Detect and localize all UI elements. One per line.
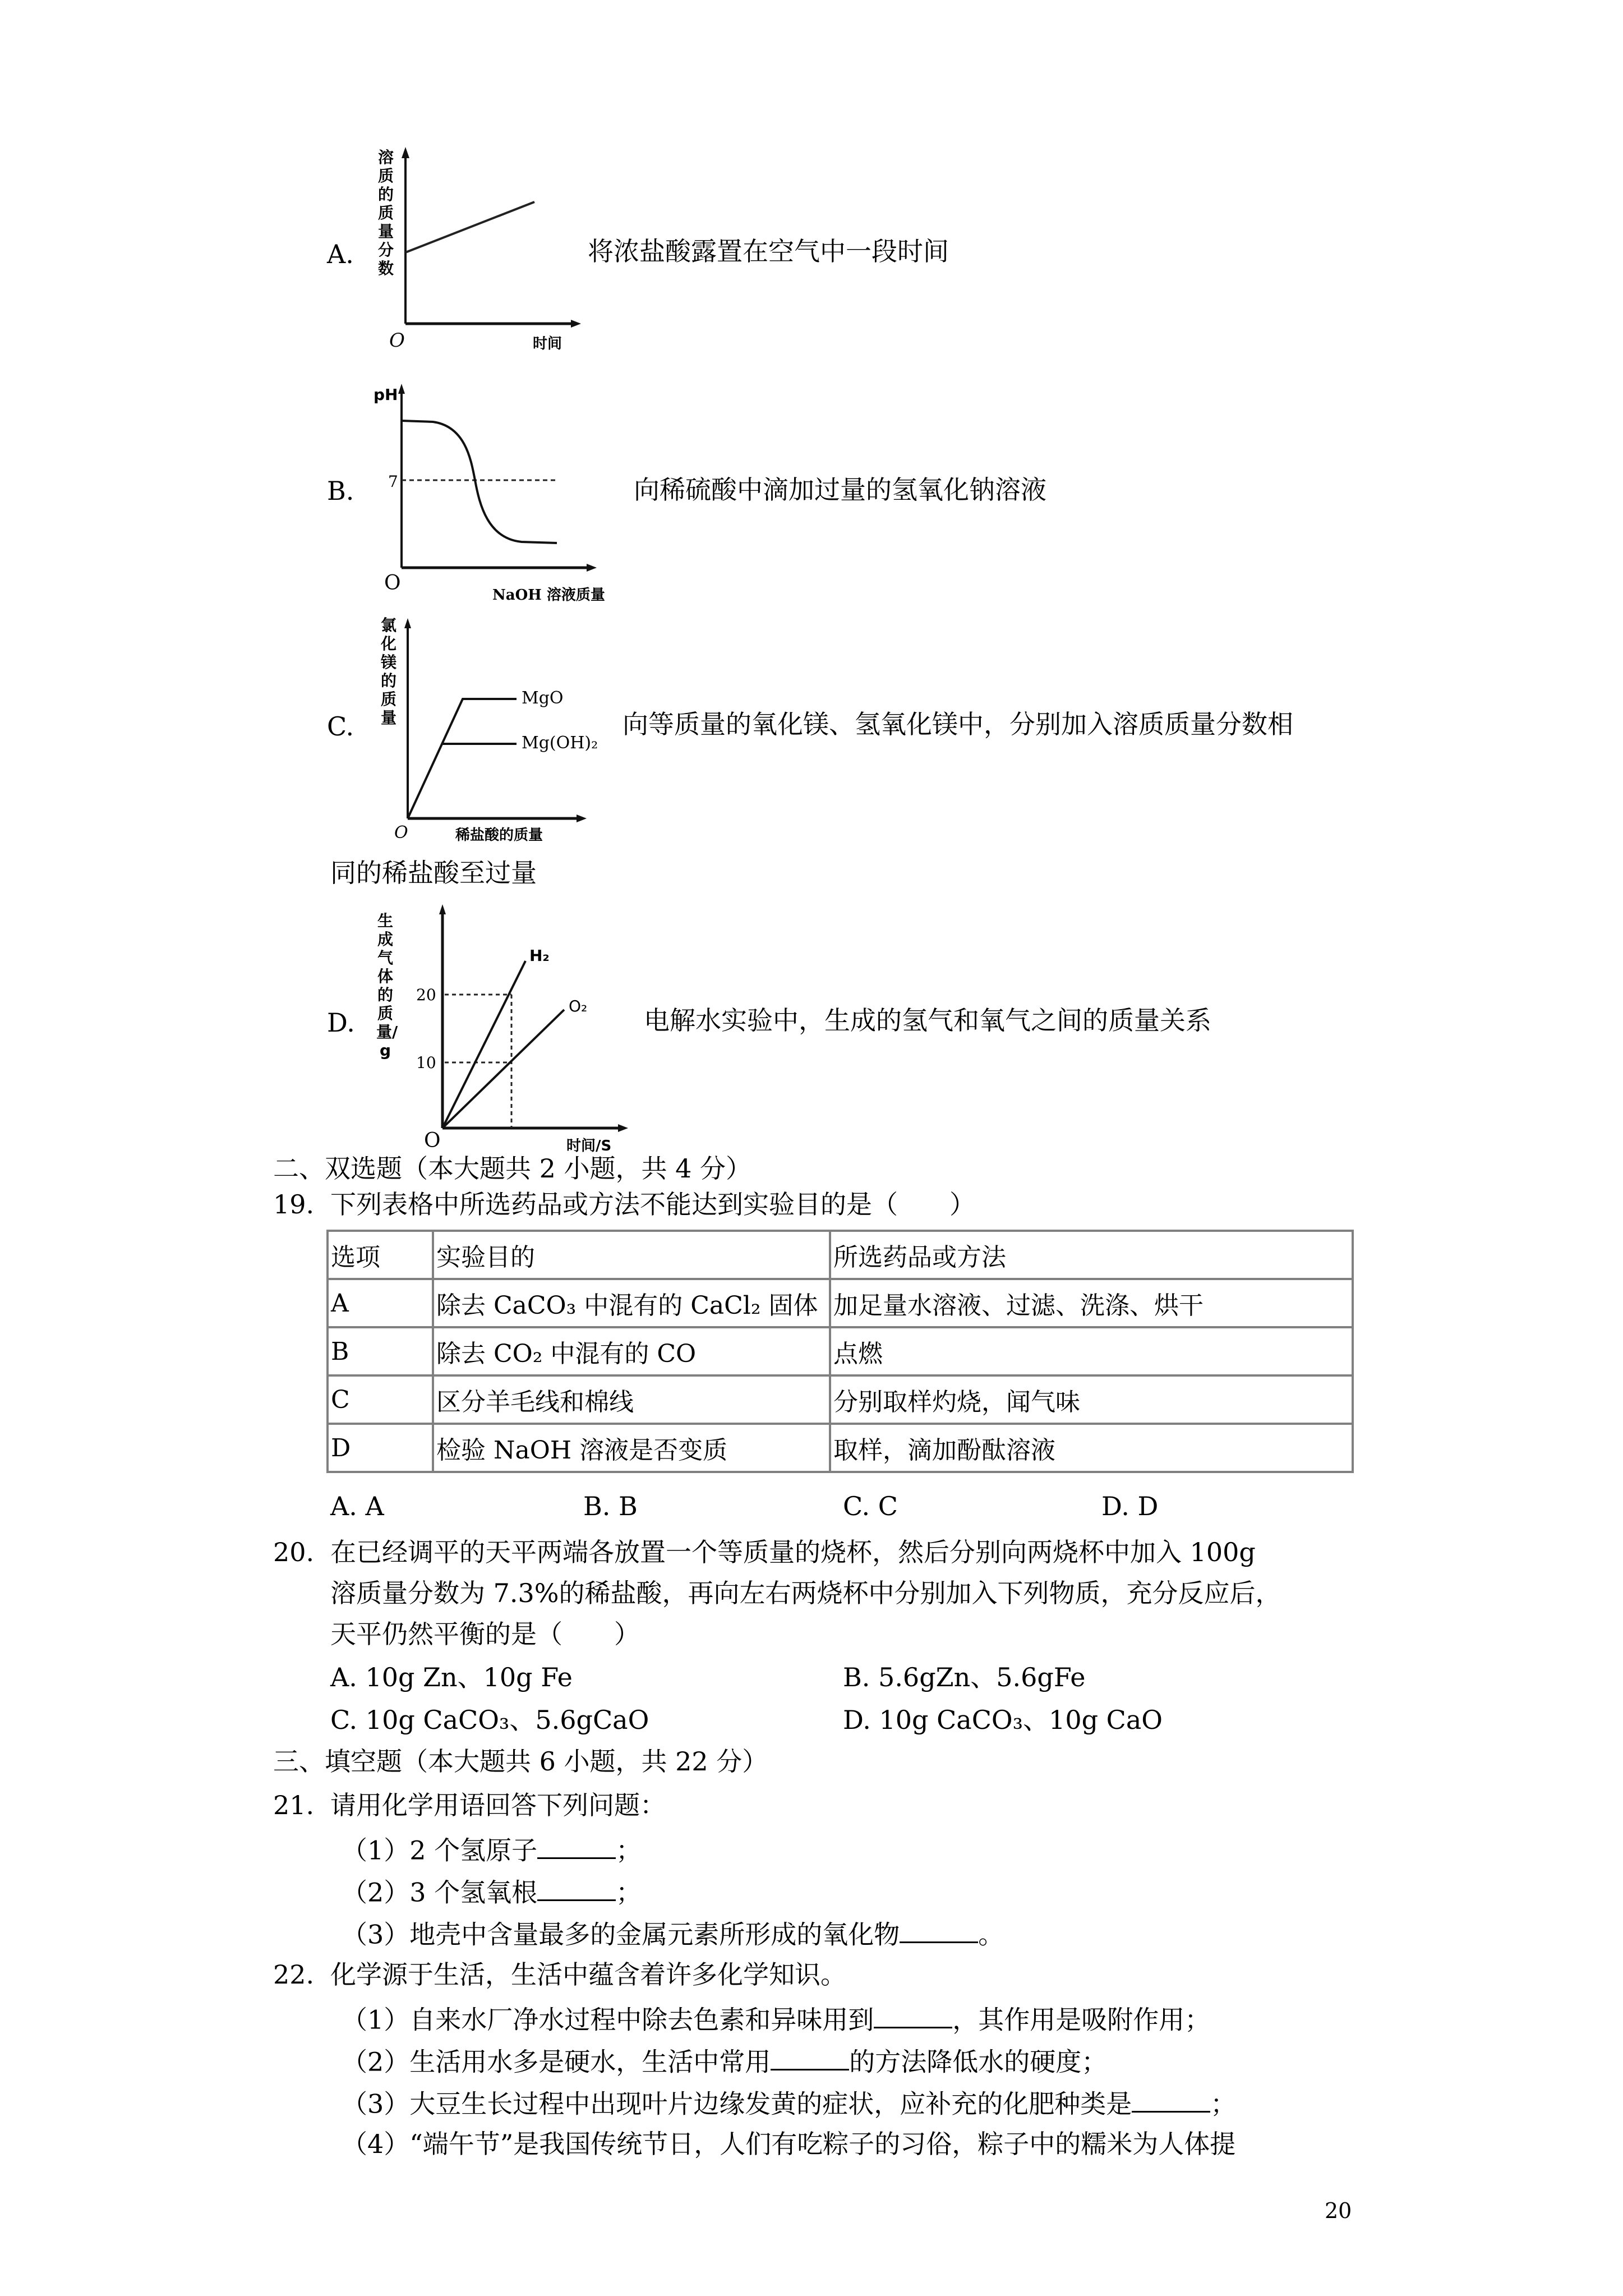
q22-item-1	[342, 2004, 1211, 2035]
q21-item-2	[342, 1876, 642, 1908]
q20-option-c[interactable]: C. 10g CaCO₃、5.6gCaO	[330, 1705, 649, 1735]
q21-item-3-blank[interactable]	[900, 1918, 978, 1943]
q21-item-3-suffix: 。	[978, 1919, 1004, 1950]
q21-stem: 请用化学用语回答下列问题：	[330, 1790, 666, 1820]
q22-item-2-blank[interactable]	[771, 2046, 849, 2070]
q22-item-1-blank[interactable]	[874, 2004, 952, 2028]
q22-item-4	[342, 2131, 1235, 2157]
q21-item-1-suffix: ；	[616, 1835, 642, 1866]
q21-item-2-suffix: ；	[616, 1877, 642, 1908]
q19-option-d[interactable]: D. D	[1101, 1491, 1159, 1521]
graph-a-origin: O	[389, 329, 405, 352]
q22-number: 22.	[273, 1959, 315, 1990]
q22-item-1-suffix: ，其作用是吸附作用；	[952, 2004, 1211, 2035]
table-cell: A	[328, 1279, 433, 1327]
q19-option-b[interactable]: B. B	[583, 1491, 638, 1521]
graph-d-svg	[0, 0, 645, 1156]
graph-d-x-arrow	[618, 1124, 628, 1132]
table-cell: 除去 CaCO₃ 中混有的 CaCl₂ 固体	[433, 1279, 830, 1327]
table-header-cell: 实验目的	[433, 1231, 830, 1279]
option-b-letter: B.	[327, 476, 354, 506]
graph-a-xlabel: 时间	[533, 335, 562, 352]
q22-item-3-suffix: ；	[1210, 2088, 1237, 2119]
graph-c-series-label-mgoh2: Mg(OH)₂	[522, 733, 598, 753]
table-cell: B	[328, 1327, 433, 1375]
table-header-cell: 所选药品或方法	[830, 1231, 1353, 1279]
q21-item-3-text: （3）地壳中含量最多的金属元素所形成的氧化物	[342, 1919, 900, 1950]
q22-item-1-text: （1）自来水厂净水过程中除去色素和异味用到	[342, 2004, 874, 2035]
q20-option-b[interactable]: B. 5.6gZn、5.6gFe	[843, 1662, 1086, 1692]
table-cell: 取样，滴加酚酞溶液	[830, 1424, 1353, 1472]
graph-b-ylabel: pH	[374, 385, 398, 404]
graph-c-xlabel: 稀盐酸的质量	[455, 827, 543, 844]
table-header-row	[328, 1231, 1353, 1279]
option-d-letter: D.	[327, 1007, 355, 1038]
graph-d-series-o2	[442, 1010, 564, 1128]
option-a-letter: A.	[327, 239, 354, 269]
option-c-letter: C.	[327, 711, 354, 742]
q19-stem: 下列表格中所选药品或方法不能达到实验目的是（ ）	[330, 1189, 975, 1220]
option-d-description: 电解水实验中，生成的氢气和氧气之间的质量关系	[644, 1005, 1211, 1036]
section3-title: 三、填空题（本大题共 6 小题，共 22 分）	[273, 1746, 768, 1777]
option-a-description: 将浓盐酸露置在空气中一段时间	[588, 236, 949, 266]
graph-d-origin: O	[424, 1129, 441, 1152]
section2-title: 二、双选题（本大题共 2 小题，共 4 分）	[273, 1153, 752, 1184]
q20-number: 20.	[273, 1537, 315, 1567]
q20-option-d[interactable]: D. 10g CaCO₃、10g CaO	[843, 1705, 1163, 1735]
q21-number: 21.	[273, 1790, 315, 1820]
q20-option-a[interactable]: A. 10g Zn、10g Fe	[330, 1662, 573, 1692]
graph-d-series-h2	[442, 961, 525, 1128]
table-cell: 加足量水溶液、过滤、洗涤、烘干	[830, 1279, 1353, 1327]
graph-d-tick-20: 20	[416, 986, 436, 1004]
q19-option-a[interactable]: A. A	[330, 1491, 384, 1521]
table-header-cell: 选项	[328, 1231, 433, 1279]
table-row	[328, 1424, 1353, 1472]
option-c-description-line2: 同的稀盐酸至过量	[330, 858, 537, 888]
graph-c-ylabel: 氯化镁的质量	[380, 616, 396, 727]
q21-item-2-blank[interactable]	[537, 1876, 616, 1901]
page-number: 20	[1325, 2198, 1352, 2223]
q22-item-3	[342, 2088, 1237, 2119]
graph-c-origin: O	[394, 823, 408, 843]
graph-c-series-label-mgo: MgO	[522, 688, 564, 708]
table-cell: D	[328, 1424, 433, 1472]
q22-item-3-blank[interactable]	[1132, 2088, 1210, 2113]
table-cell: C	[328, 1375, 433, 1424]
q22-item-2-text: （2）生活用水多是硬水，生活中常用	[342, 2046, 771, 2077]
q19-number: 19.	[273, 1189, 315, 1220]
q21-item-1-text: （1）2 个氢原子	[342, 1835, 538, 1866]
q21-item-1-blank[interactable]	[537, 1834, 616, 1859]
table-cell: 检验 NaOH 溶液是否变质	[433, 1424, 830, 1472]
graph-d-tick-10: 10	[416, 1053, 436, 1072]
q19-table	[326, 1230, 1354, 1473]
q21-item-3	[342, 1918, 1004, 1950]
graph-d-series-label-o2: O₂	[569, 997, 588, 1015]
table-row	[328, 1279, 1353, 1327]
graph-b-origin: O	[384, 572, 401, 595]
graph-b-ph7-tick: 7	[388, 472, 398, 491]
q22-item-3-text: （3）大豆生长过程中出现叶片边缘发黄的症状，应补充的化肥种类是	[342, 2088, 1132, 2119]
graph-d-ylabel: 生成气体的质量/g	[376, 912, 398, 1060]
table-row	[328, 1327, 1353, 1375]
q19-option-c[interactable]: C. C	[843, 1491, 898, 1521]
graph-d-series-label-h2: H₂	[529, 946, 550, 965]
graph-b-xlabel: NaOH 溶液质量	[492, 587, 605, 604]
q20-stem-line1: 在已经调平的天平两端各放置一个等质量的烧杯，然后分别向两烧杯中加入 100g	[330, 1537, 1256, 1567]
table-cell: 点燃	[830, 1327, 1353, 1375]
graph-d-xlabel: 时间/S	[566, 1138, 612, 1154]
graph-a-ylabel: 溶质的质量分数	[377, 148, 394, 278]
table-row	[328, 1375, 1353, 1424]
q21-item-2-text: （2）3 个氢氧根	[342, 1877, 538, 1908]
table-cell: 分别取样灼烧，闻气味	[830, 1375, 1353, 1424]
q22-item-2-suffix: 的方法降低水的硬度；	[849, 2046, 1108, 2077]
q22-stem: 化学源于生活，生活中蕴含着许多化学知识。	[330, 1959, 846, 1990]
q20-stem-line3: 天平仍然平衡的是（ ）	[330, 1619, 640, 1649]
q22-item-4-text: （4）“端午节”是我国传统节日，人们有吃粽子的习俗，粽子中的糯米为人体提	[342, 2129, 1236, 2159]
table-cell: 区分羊毛线和棉线	[433, 1375, 830, 1424]
table-cell: 除去 CO₂ 中混有的 CO	[433, 1327, 830, 1375]
graph-d	[0, 0, 645, 1158]
q21-item-1	[342, 1834, 642, 1866]
q20-stem-line2: 溶质量分数为 7.3%的稀盐酸，再向左右两烧杯中分别加入下列物质，充分反应后，	[330, 1578, 1281, 1608]
option-c-description-line1: 向等质量的氧化镁、氢氧化镁中，分别加入溶质质量分数相	[623, 709, 1293, 739]
option-b-description: 向稀硫酸中滴加过量的氢氧化钠溶液	[634, 475, 1046, 505]
q22-item-2	[342, 2046, 1108, 2077]
graph-d-y-arrow	[439, 904, 446, 914]
